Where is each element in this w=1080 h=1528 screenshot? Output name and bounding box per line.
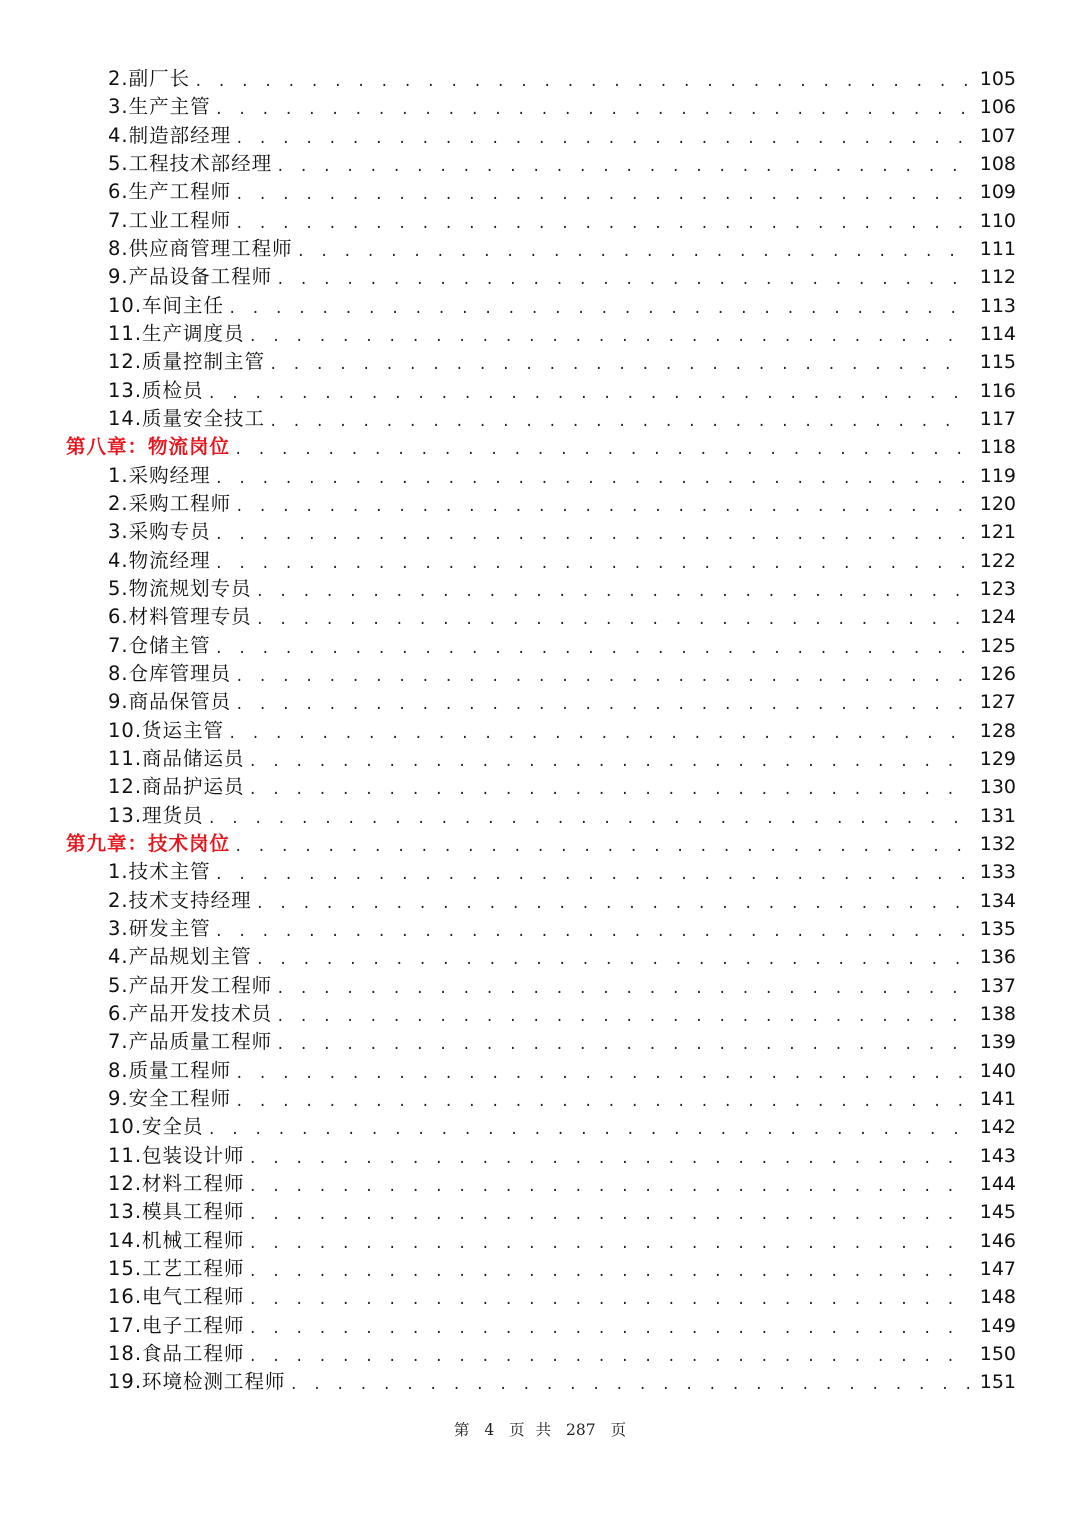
dot-leader <box>215 635 970 663</box>
toc-entry[interactable] <box>0 887 1080 915</box>
dot-leader <box>249 748 970 776</box>
toc-entry[interactable] <box>0 632 1080 660</box>
dot-leader <box>269 351 970 379</box>
entry-title: 13.理货员 <box>108 803 204 827</box>
page-number: 108 <box>979 153 1016 176</box>
entry-title: 14.质量安全技工 <box>108 407 266 431</box>
page-number: 106 <box>979 96 1016 119</box>
dot-leader <box>256 578 970 606</box>
dot-leader <box>234 436 970 464</box>
entry-title: 11.包装设计师 <box>108 1143 245 1167</box>
toc-entry[interactable] <box>0 547 1080 575</box>
footer-middle: 页 共 <box>509 1421 552 1439</box>
page-number: 146 <box>979 1229 1016 1252</box>
entry-title: 8.供应商管理工程师 <box>108 237 293 261</box>
toc-entry[interactable] <box>0 1368 1080 1396</box>
dot-leader <box>276 266 970 294</box>
toc-entry[interactable] <box>0 348 1080 376</box>
dot-leader <box>249 776 970 804</box>
toc-entry[interactable] <box>0 1000 1080 1028</box>
dot-leader <box>235 663 970 691</box>
entry-title: 8.质量工程师 <box>108 1058 232 1082</box>
footer-total-pages: 287 <box>566 1421 596 1439</box>
page-number: 131 <box>979 804 1016 827</box>
page-number: 137 <box>979 974 1016 997</box>
page-number: 132 <box>979 833 1016 856</box>
entry-title: 14.机械工程师 <box>108 1228 245 1252</box>
dot-leader <box>228 295 970 323</box>
toc-entry[interactable] <box>0 462 1080 490</box>
entry-title: 7.产品质量工程师 <box>108 1030 273 1054</box>
dot-leader <box>256 606 970 634</box>
toc-entry[interactable] <box>0 915 1080 943</box>
page-number: 140 <box>979 1059 1016 1082</box>
toc-entry[interactable] <box>0 717 1080 745</box>
dot-leader <box>269 408 970 436</box>
toc-chapter-entry[interactable] <box>0 830 1080 858</box>
page-number: 136 <box>979 946 1016 969</box>
entry-title: 10.车间主任 <box>108 293 225 317</box>
page-number: 147 <box>979 1257 1016 1280</box>
page-number: 112 <box>979 266 1016 289</box>
page-number: 129 <box>979 748 1016 771</box>
entry-title: 12.材料工程师 <box>108 1171 245 1195</box>
dot-leader <box>208 1116 970 1144</box>
dot-leader <box>208 380 970 408</box>
dot-leader <box>215 861 970 889</box>
dot-leader <box>249 323 970 351</box>
toc-entry[interactable] <box>0 1141 1080 1169</box>
toc-entry[interactable] <box>0 377 1080 405</box>
chapter-title: 第八章：物流岗位 <box>66 435 231 459</box>
toc-entry[interactable] <box>0 405 1080 433</box>
entry-title: 15.工艺工程师 <box>108 1256 245 1280</box>
dot-leader <box>235 493 970 521</box>
page-number: 130 <box>979 776 1016 799</box>
page-number: 119 <box>979 464 1016 487</box>
page-number: 128 <box>979 719 1016 742</box>
toc-entry[interactable] <box>0 1028 1080 1056</box>
page-number: 145 <box>979 1201 1016 1224</box>
entry-title: 6.产品开发技术员 <box>108 1001 273 1025</box>
entry-title: 17.电子工程师 <box>108 1313 245 1337</box>
entry-title: 16.电气工程师 <box>108 1285 245 1309</box>
dot-leader <box>215 550 970 578</box>
entry-title: 18.食品工程师 <box>108 1341 245 1365</box>
dot-leader <box>276 1031 970 1059</box>
dot-leader <box>249 1286 970 1314</box>
dot-leader <box>249 1230 970 1258</box>
page-number: 141 <box>979 1087 1016 1110</box>
page-number: 110 <box>979 209 1016 232</box>
dot-leader <box>249 1173 970 1201</box>
entry-title: 8.仓库管理员 <box>108 662 232 686</box>
page-number: 120 <box>979 493 1016 516</box>
entry-title: 2.副厂长 <box>108 67 191 91</box>
entry-title: 4.物流经理 <box>108 548 211 572</box>
page-number: 144 <box>979 1172 1016 1195</box>
entry-title: 12.质量控制主管 <box>108 350 266 374</box>
toc-entry[interactable] <box>0 660 1080 688</box>
toc-entry[interactable] <box>0 65 1080 93</box>
page-number: 135 <box>979 918 1016 940</box>
toc-entry[interactable] <box>0 490 1080 518</box>
entry-title: 4.产品规划主管 <box>108 945 252 969</box>
toc-entry[interactable] <box>0 745 1080 773</box>
page-number: 116 <box>979 379 1016 402</box>
entry-title: 10.货运主管 <box>108 718 225 742</box>
toc-entry[interactable] <box>0 1113 1080 1141</box>
dot-leader <box>249 1258 970 1286</box>
entry-title: 2.技术支持经理 <box>108 888 252 912</box>
toc-entry[interactable] <box>0 263 1080 291</box>
page-number: 117 <box>979 408 1016 431</box>
toc-entry[interactable] <box>0 575 1080 603</box>
dot-leader <box>249 1343 970 1371</box>
table-of-contents <box>0 65 1080 1396</box>
page-number: 127 <box>979 691 1016 714</box>
page-number: 114 <box>979 323 1016 346</box>
page-number: 113 <box>979 294 1016 317</box>
page-number: 123 <box>979 578 1016 601</box>
toc-entry[interactable] <box>0 943 1080 971</box>
toc-entry[interactable] <box>0 1283 1080 1311</box>
page-number: 139 <box>979 1031 1016 1054</box>
page-number: 109 <box>979 181 1016 204</box>
toc-entry[interactable] <box>0 320 1080 348</box>
dot-leader <box>276 975 970 1003</box>
dot-leader <box>208 805 970 833</box>
entry-title: 9.安全工程师 <box>108 1086 232 1110</box>
toc-entry[interactable] <box>0 603 1080 631</box>
page-number: 121 <box>979 521 1016 544</box>
dot-leader <box>297 238 970 266</box>
entry-title: 3.采购专员 <box>108 520 211 544</box>
toc-entry[interactable] <box>0 207 1080 235</box>
entry-title: 5.工程技术部经理 <box>108 152 273 176</box>
entry-title: 5.产品开发工程师 <box>108 973 273 997</box>
entry-title: 1.采购经理 <box>108 463 211 487</box>
page-number: 107 <box>979 124 1016 147</box>
page-number: 133 <box>979 861 1016 884</box>
dot-leader <box>235 691 970 719</box>
entry-title: 7.仓储主管 <box>108 633 211 657</box>
entry-title: 9.商品保管员 <box>108 690 232 714</box>
dot-leader <box>194 68 970 96</box>
dot-leader <box>215 918 970 946</box>
dot-leader <box>235 125 970 153</box>
page-number: 148 <box>979 1286 1016 1309</box>
toc-entry[interactable] <box>0 1170 1080 1198</box>
page-number: 151 <box>979 1371 1016 1394</box>
page-number: 125 <box>979 634 1016 657</box>
dot-leader <box>235 1088 970 1116</box>
toc-entry[interactable] <box>0 518 1080 546</box>
toc-entry[interactable] <box>0 688 1080 716</box>
entry-title: 11.商品储运员 <box>108 747 245 771</box>
dot-leader <box>235 1060 970 1088</box>
toc-entry[interactable] <box>0 802 1080 830</box>
chapter-title: 第九章：技术岗位 <box>66 832 231 856</box>
footer-current-page: 4 <box>484 1421 495 1439</box>
toc-entry[interactable] <box>0 1340 1080 1368</box>
entry-title: 6.材料管理专员 <box>108 605 252 629</box>
toc-entry[interactable] <box>0 122 1080 150</box>
dot-leader <box>256 946 970 974</box>
toc-entry[interactable] <box>0 292 1080 320</box>
entry-title: 19.环境检测工程师 <box>108 1370 286 1394</box>
entry-title: 4.制造部经理 <box>108 123 232 147</box>
dot-leader <box>228 720 970 748</box>
dot-leader <box>276 153 970 181</box>
entry-title: 6.生产工程师 <box>108 180 232 204</box>
toc-entry[interactable] <box>0 1085 1080 1113</box>
page-number: 142 <box>979 1116 1016 1139</box>
dot-leader <box>215 521 970 549</box>
entry-title: 13.模具工程师 <box>108 1200 245 1224</box>
dot-leader <box>249 1315 970 1343</box>
entry-title: 1.技术主管 <box>108 860 211 884</box>
entry-title: 9.产品设备工程师 <box>108 265 273 289</box>
page-footer <box>0 1418 1080 1440</box>
entry-title: 3.生产主管 <box>108 95 211 119</box>
page-number: 115 <box>979 351 1016 374</box>
page-number: 143 <box>979 1144 1016 1167</box>
dot-leader <box>234 833 970 861</box>
page-number: 124 <box>979 606 1016 629</box>
entry-title: 12.商品护运员 <box>108 775 245 799</box>
toc-entry[interactable] <box>0 1311 1080 1339</box>
page-number: 126 <box>979 663 1016 686</box>
toc-entry[interactable] <box>0 235 1080 263</box>
toc-entry[interactable] <box>0 93 1080 121</box>
entry-title: 13.质检员 <box>108 378 204 402</box>
entry-title: 2.采购工程师 <box>108 492 232 516</box>
dot-leader <box>249 1201 970 1229</box>
entry-title: 10.安全员 <box>108 1115 204 1139</box>
toc-entry[interactable] <box>0 773 1080 801</box>
toc-entry[interactable] <box>0 1056 1080 1084</box>
toc-entry[interactable] <box>0 1198 1080 1226</box>
entry-title: 11.生产调度员 <box>108 322 245 346</box>
page-number: 150 <box>979 1342 1016 1365</box>
toc-entry[interactable] <box>0 150 1080 178</box>
dot-leader <box>290 1371 970 1399</box>
toc-entry[interactable] <box>0 972 1080 1000</box>
dot-leader <box>256 890 970 918</box>
page-number: 111 <box>979 238 1016 261</box>
entry-title: 5.物流规划专员 <box>108 577 252 601</box>
footer-prefix: 第 <box>453 1421 470 1439</box>
page-number: 149 <box>979 1314 1016 1337</box>
dot-leader <box>235 181 970 209</box>
dot-leader <box>215 96 970 124</box>
entry-title: 3.研发主管 <box>108 917 211 940</box>
toc-entry[interactable] <box>0 178 1080 206</box>
toc-entry[interactable] <box>0 858 1080 886</box>
footer-suffix: 页 <box>610 1421 627 1439</box>
toc-entry[interactable] <box>0 1255 1080 1283</box>
dot-leader <box>276 1003 970 1031</box>
entry-title: 7.工业工程师 <box>108 208 232 232</box>
page-number: 105 <box>979 68 1016 91</box>
page-number: 122 <box>979 549 1016 572</box>
page-number: 134 <box>979 889 1016 912</box>
dot-leader <box>249 1145 970 1173</box>
dot-leader <box>215 465 970 493</box>
page-number: 138 <box>979 1002 1016 1025</box>
toc-chapter-entry[interactable] <box>0 433 1080 461</box>
toc-entry[interactable] <box>0 1226 1080 1254</box>
dot-leader <box>235 210 970 238</box>
page-number: 118 <box>979 436 1016 459</box>
